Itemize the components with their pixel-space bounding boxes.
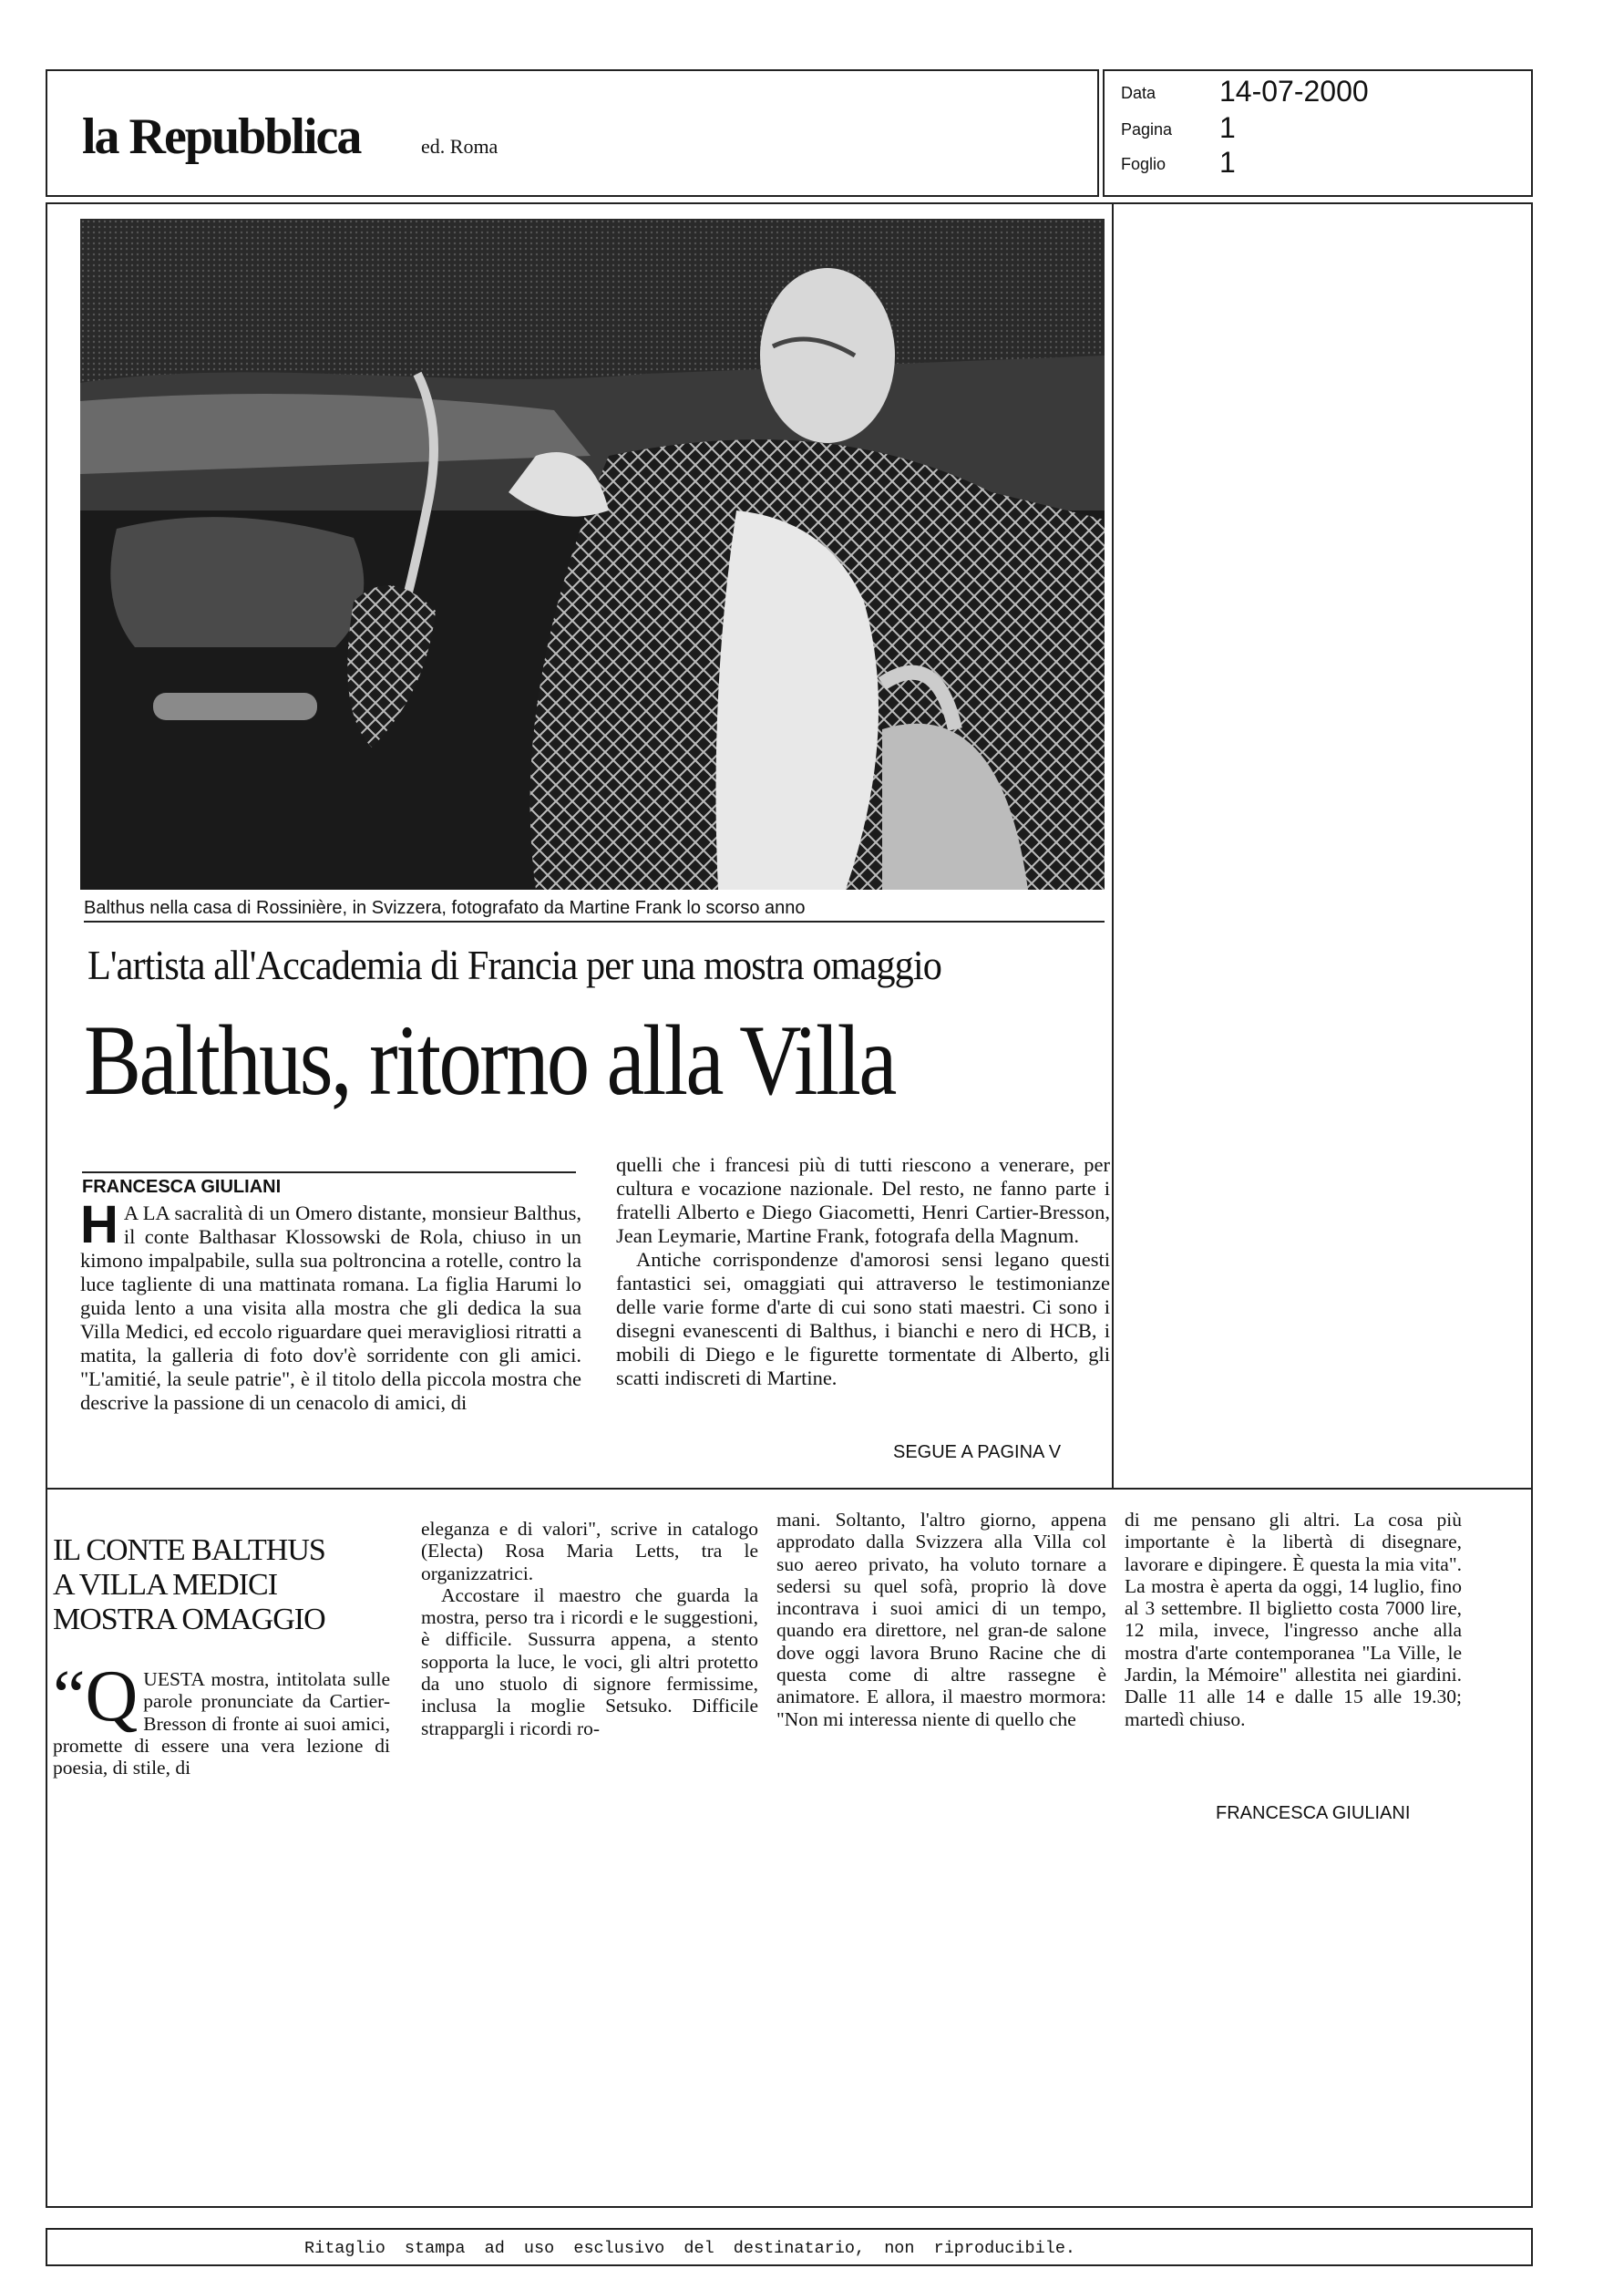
quote-mark: “	[53, 1656, 86, 1737]
continued-note: SEGUE A PAGINA V	[893, 1442, 1062, 1462]
article-headline: Balthus, ritorno alla Villa	[84, 1005, 895, 1116]
page-value: 1	[1219, 111, 1236, 144]
lead-text-2: quelli che i francesi più di tutti riescono a venerare, per cultura e vocazione nazionale. Del resto, ne fanno parte i fratelli Alberto e Diego Giacometti, Henri Cartier-Bresson, Jean Leymarie, Martine Frank, fotografa della Magnum.	[616, 1153, 1110, 1247]
edition-label: ed. Roma	[421, 135, 499, 158]
sidebar-title-line-2: A VILLA MEDICI	[53, 1568, 278, 1602]
section-divider	[46, 1488, 1533, 1490]
lead-text-3: Antiche corrispondenze d'amorosi sensi legano questi fantastici sei, omaggiati qui attraverso le testimonianze delle varie forme d'arte di cui sono stati maestri. Ci sono i disegni evanescenti di Balthus, i bianchi e nero di HCB, i mobili di Diego e le figurette tormentate di Alberto, gli scatti indiscreti di Martine.	[616, 1248, 1110, 1389]
lead-text-1: A LA sacralità di un Omero distante, monsieur Balthus, il conte Balthasar Klossowski de Rola, chiuso in un kimono impalpabile, sulla sua poltroncina a rotelle, contro la luce tagliente di una mattinata romana. La figlia Harumi lo guida lento a una visita alla mostra che gli dedica la sua Villa Medici, ed eccolo riguardare quei meravigliosi ritratti a matita, la galleria di foto dov'è sorridente con gli amici. "L'amitié, la seule patrie", è il titolo della piccola mostra che descrive la passione di un cenacolo di amici, di	[80, 1201, 581, 1414]
sidebar-column-3	[776, 1509, 1106, 1730]
newspaper-logo: la Repubblica	[82, 108, 361, 165]
date-label: Data	[1121, 84, 1156, 102]
sheet-value: 1	[1219, 146, 1236, 179]
sidebar-text: UESTA mostra, intitolata sulle parole pronunciate da Cartier-Bresson di fronte ai suoi amici, promette di essere una vera lezione di poesia, di stile, di	[53, 1668, 390, 1779]
article-photo	[80, 219, 1105, 890]
sidebar-signature: FRANCESCA GIULIANI	[1216, 1803, 1411, 1823]
sidebar-title-line-1: IL CONTE BALTHUS	[53, 1533, 325, 1567]
sheet-label: Foglio	[1121, 155, 1167, 173]
lead-column-2	[616, 1153, 1110, 1390]
date-value: 14-07-2000	[1219, 75, 1369, 108]
sidebar-text-4: mani. Soltanto, l'altro giorno, appena approdato dalla Svizzera alla Villa col suo aereo privato, ha voluto tornare a sedersi su quel sofà, proprio là dove incontrava i suoi amici di un tempo, quando era direttore, nel gran-de salone dove oggi lavora Bruno Racine che di questa come di altre rassegne è animatore. E allora, il maestro mormora: "Non mi interessa niente di quello che	[776, 1509, 1106, 1730]
sidebar-column-2	[421, 1518, 758, 1739]
article-kicker: L'artista all'Accademia di Francia per una mostra omaggio	[87, 942, 941, 988]
portrait-photo-illustration	[80, 219, 1105, 890]
drop-cap-q: Q	[85, 1656, 139, 1737]
sidebar-text-2: eleganza e di valori", scrive in catalogo (Electa) Rosa Maria Letts, tra le organizzatrici.	[421, 1518, 758, 1584]
sidebar-text-3: Accostare il maestro che guarda la mostra, perso tra i ricordi e le suggestioni, è difficile. Sussurra appena, a stento sopporta la luce, le voci, gli altri protetto da uno stuolo di signore fermissime, inclusa la moglie Setsuko. Difficile strappargli i ricordi ro-	[421, 1583, 758, 1739]
article-byline: FRANCESCA GIULIANI	[82, 1171, 576, 1198]
quote-dropcap	[53, 1656, 139, 1737]
sidebar-column-4	[1125, 1509, 1462, 1730]
photo-caption: Balthus nella casa di Rossinière, in Svizzera, fotografato da Martine Frank lo scorso anno	[84, 898, 1105, 923]
content-divider	[1112, 202, 1114, 1488]
drop-cap: H	[80, 1195, 118, 1254]
sidebar-text-5: di me pensano gli altri. La cosa più importante è la libertà di disegnare, lavorare e dipingere. È questa la mia vita". La mostra è aperta da oggi, 14 luglio, fino al 3 settembre. Il biglietto costa 7000 lire, 12 mila, invece, l'ingresso anche alla mostra d'arte contemporanea "La Ville, le Jardin, la Mémoire" allestita nei giardini. Dalle 11 alle 14 e dalle 15 alle 19.30; martedì chiuso.	[1125, 1509, 1462, 1730]
footer-disclaimer: Ritaglio stampa ad uso esclusivo del destinatario, non riproducibile.	[304, 2239, 1076, 2258]
lead-column-1	[80, 1195, 581, 1415]
sidebar-title-line-3: MOSTRA OMAGGIO	[53, 1603, 325, 1636]
page-label: Pagina	[1121, 120, 1173, 139]
sidebar-column-1	[53, 1656, 390, 1779]
sidebar-title	[53, 1533, 390, 1637]
